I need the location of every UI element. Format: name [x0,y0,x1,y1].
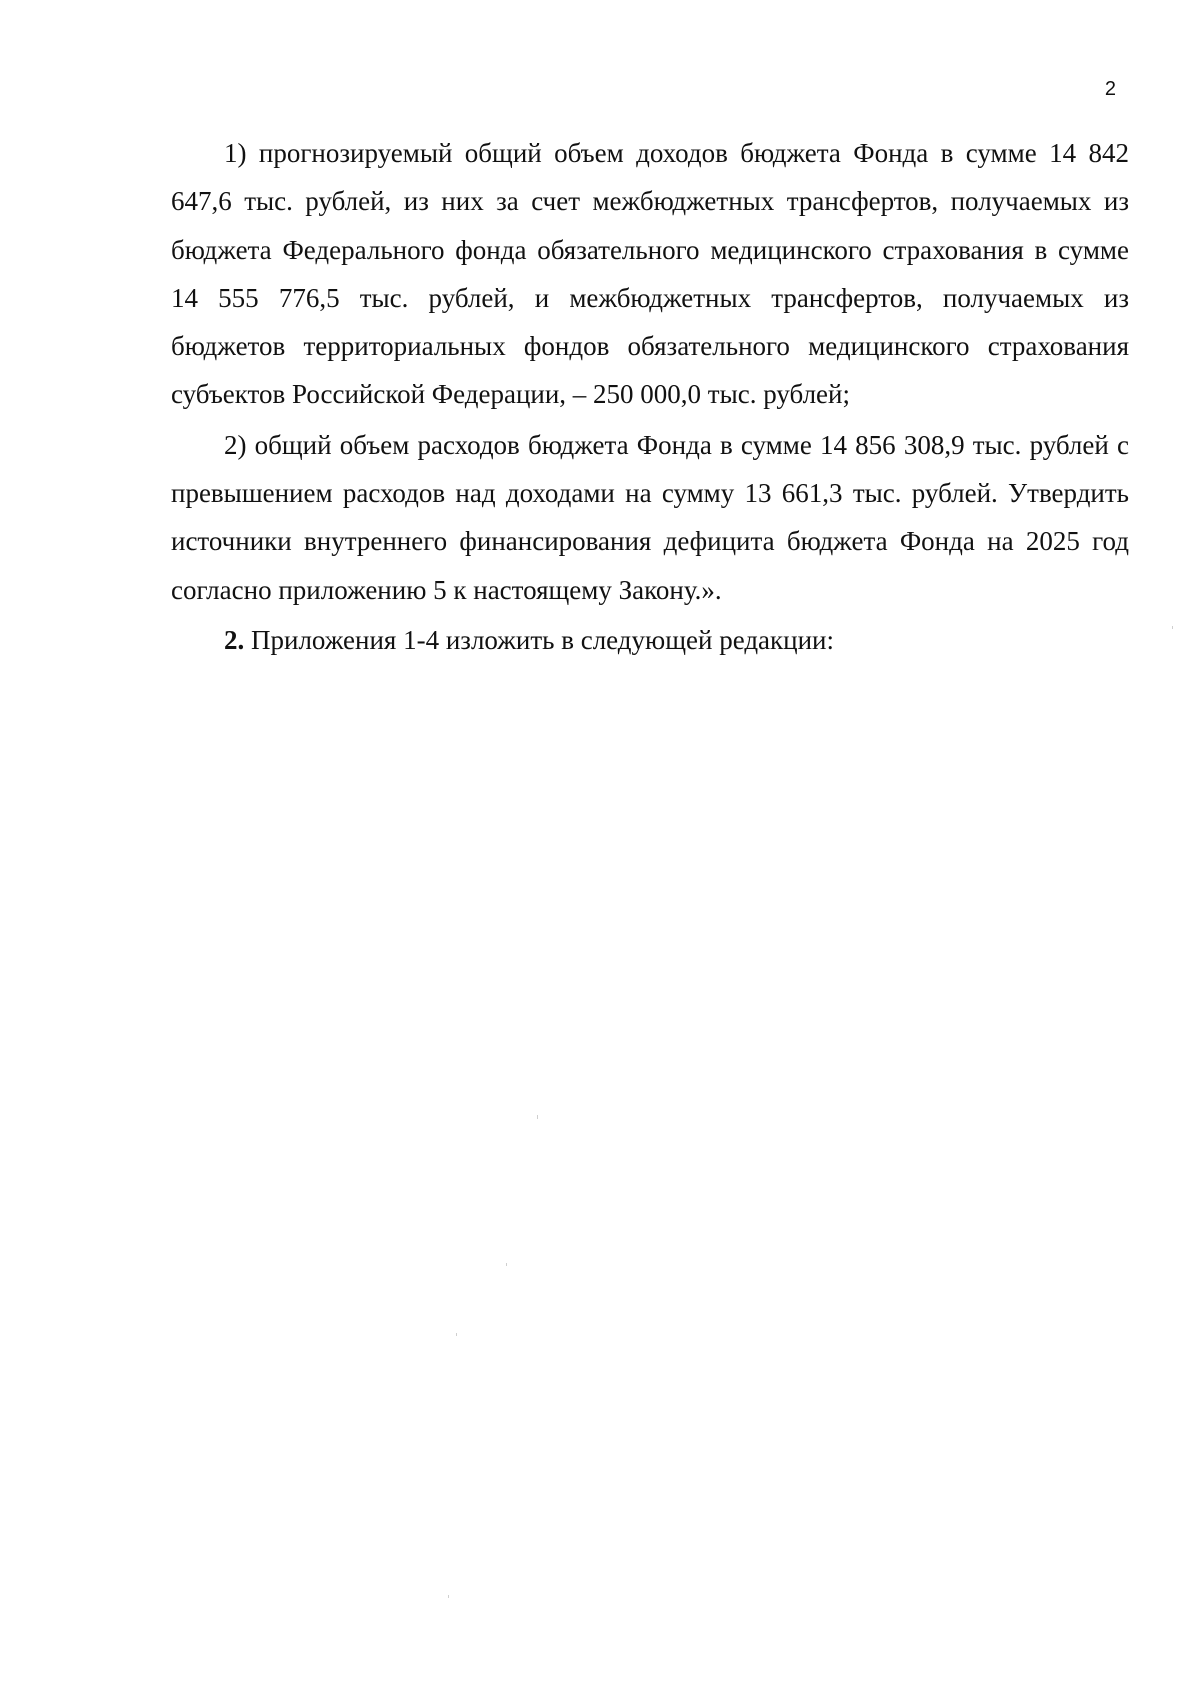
scan-speck [456,1333,457,1336]
scan-speck [448,1595,449,1598]
paragraph-appendices [171,616,1129,664]
scan-speck [1172,626,1173,629]
page-number: 2 [1104,78,1116,100]
paragraph-expenses: 2) общий объем расходов бюджета Фонда в сумме 14 856 308,9 тыс. рублей с превышением расходов над доходами на сумму 13 661,3 тыс. рублей. Утвердить источники внутреннего финансирования дефицита бюджета Фонда на 2025 год согласно приложению 5 к настоящему Закону.». [171,429,1129,605]
scan-speck [506,1263,507,1266]
document-body [171,129,1129,664]
paragraph-appendices-text: Приложения 1-4 изложить в следующей редакции: [244,624,835,655]
scan-speck [537,1115,538,1119]
paragraph-revenue: 1) прогнозируемый общий объем доходов бюджета Фонда в сумме 14 842 647,6 тыс. рублей, из них за счет межбюджетных трансфертов, получаемых из бюджета Федерального фонда обязательного медицинского страхования в сумме 14 555 776,5 тыс. рублей, и межбюджетных трансфертов, получаемых из бюджетов территориальных фондов обязательного медицинского страхования субъектов Российской Федерации, – 250 000,0 тыс. рублей; [171,138,1129,410]
item-number: 2. [224,624,245,655]
